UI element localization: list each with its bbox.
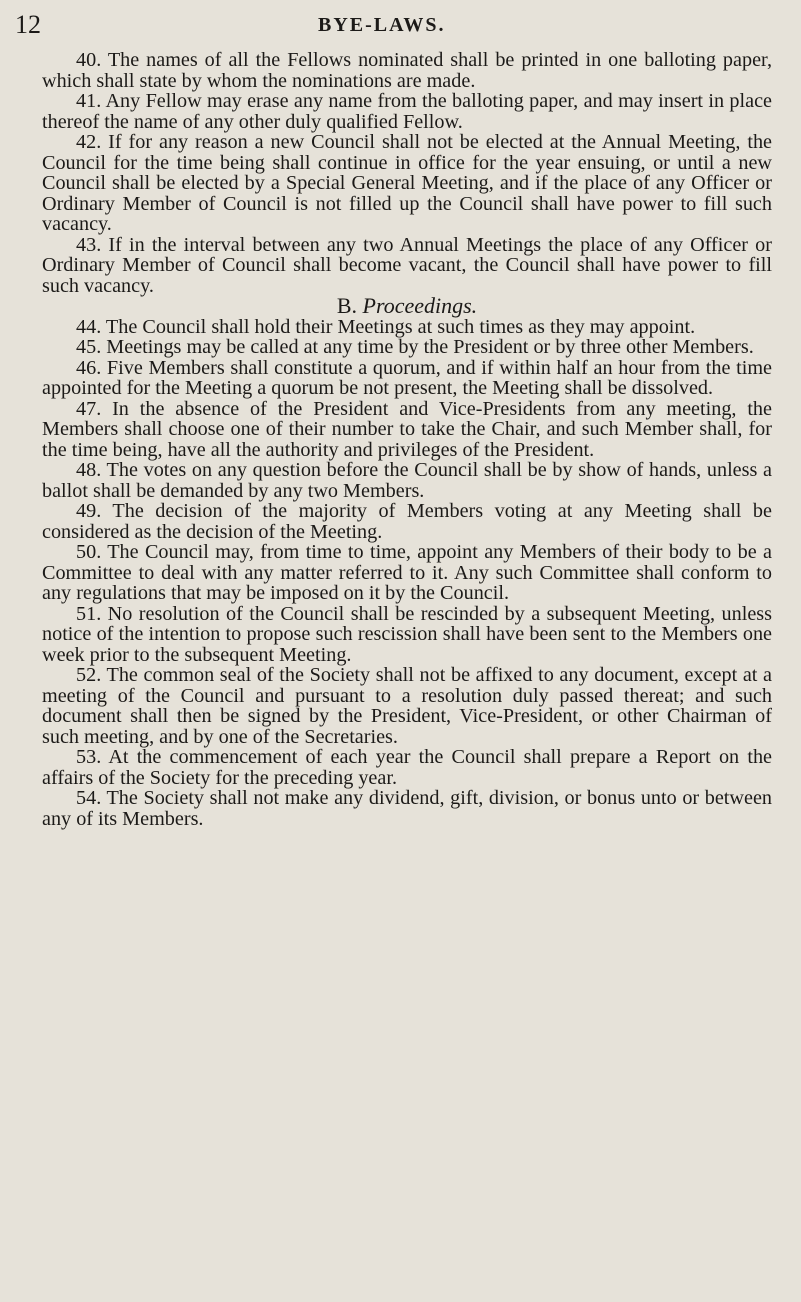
- section-letter: B.: [336, 293, 358, 318]
- bylaw-paragraph: 40. The names of all the Fellows nominated shall be printed in one balloting paper, which shall state by whom the nominations are made.: [42, 49, 772, 92]
- running-title: BYE-LAWS.: [318, 14, 446, 36]
- bylaw-paragraph: 41. Any Fellow may erase any name from the balloting paper, and may insert in place thereof the name of any other duly qualified Fellow.: [42, 90, 772, 133]
- bylaw-paragraph: 54. The Society shall not make any dividend, gift, division, or bonus unto or between any of its Members.: [42, 787, 772, 830]
- bylaw-paragraph: 43. If in the interval between any two Annual Meetings the place of any Officer or Ordinary Member of Council shall become vacant, the Council shall have power to fill such vacancy.: [42, 233, 772, 297]
- page-number: 12: [15, 10, 41, 39]
- bylaw-paragraph: 47. In the absence of the President and Vice-Presidents from any meeting, the Members shall choose one of their number to take the Chair, and such Member shall, for the time being, have all the authority and privileges of the President.: [42, 397, 772, 461]
- bylaw-paragraph: 48. The votes on any question before the Council shall be by show of hands, unless a ballot shall be demanded by any two Members.: [42, 459, 772, 502]
- bylaw-paragraph: 44. The Council shall hold their Meetings at such times as they may appoint.: [76, 315, 696, 338]
- page-body: [42, 50, 772, 829]
- bylaw-paragraph: 52. The common seal of the Society shall not be affixed to any document, except at a meeting of the Council and pursuant to a resolution duly passed thereat; and such document shall then be signed by the President, Vice-President, or other Chairman of such meeting, and by one of the Secretaries.: [42, 664, 772, 748]
- page-header: [15, 10, 775, 40]
- section-title: Proceedings.: [362, 293, 478, 318]
- bylaw-paragraph: 42. If for any reason a new Council shall not be elected at the Annual Meeting, the Council for the time being shall continue in office for the year ensuing, or until a new Council shall be elected by a Special General Meeting, and if the place of any Officer or Ordinary Member of Council is not filled up the Council shall have power to fill such vacancy.: [42, 131, 772, 235]
- bylaw-paragraph: 46. Five Members shall constitute a quorum, and if within half an hour from the time appointed for the Meeting a quorum be not present, the Meeting shall be dissolved.: [42, 356, 772, 399]
- bylaw-paragraph: 53. At the commencement of each year the Council shall prepare a Report on the affairs of the Society for the preceding year.: [42, 746, 772, 789]
- bylaw-paragraph: 49. The decision of the majority of Members voting at any Meeting shall be considered as the decision of the Meeting.: [42, 500, 772, 543]
- bylaw-paragraph: 51. No resolution of the Council shall be rescinded by a subsequent Meeting, unless notice of the intention to propose such rescission shall have been sent to the Members one week prior to the subsequent Meeting.: [42, 602, 772, 666]
- bylaw-paragraph: 45. Meetings may be called at any time by the President or by three other Members.: [76, 336, 754, 358]
- bylaw-paragraph: 50. The Council may, from time to time, appoint any Members of their body to be a Committee to deal with any matter referred to it. Any such Committee shall conform to any regulations that may be imposed on it by the Council.: [42, 541, 772, 604]
- section-heading: [42, 293, 772, 318]
